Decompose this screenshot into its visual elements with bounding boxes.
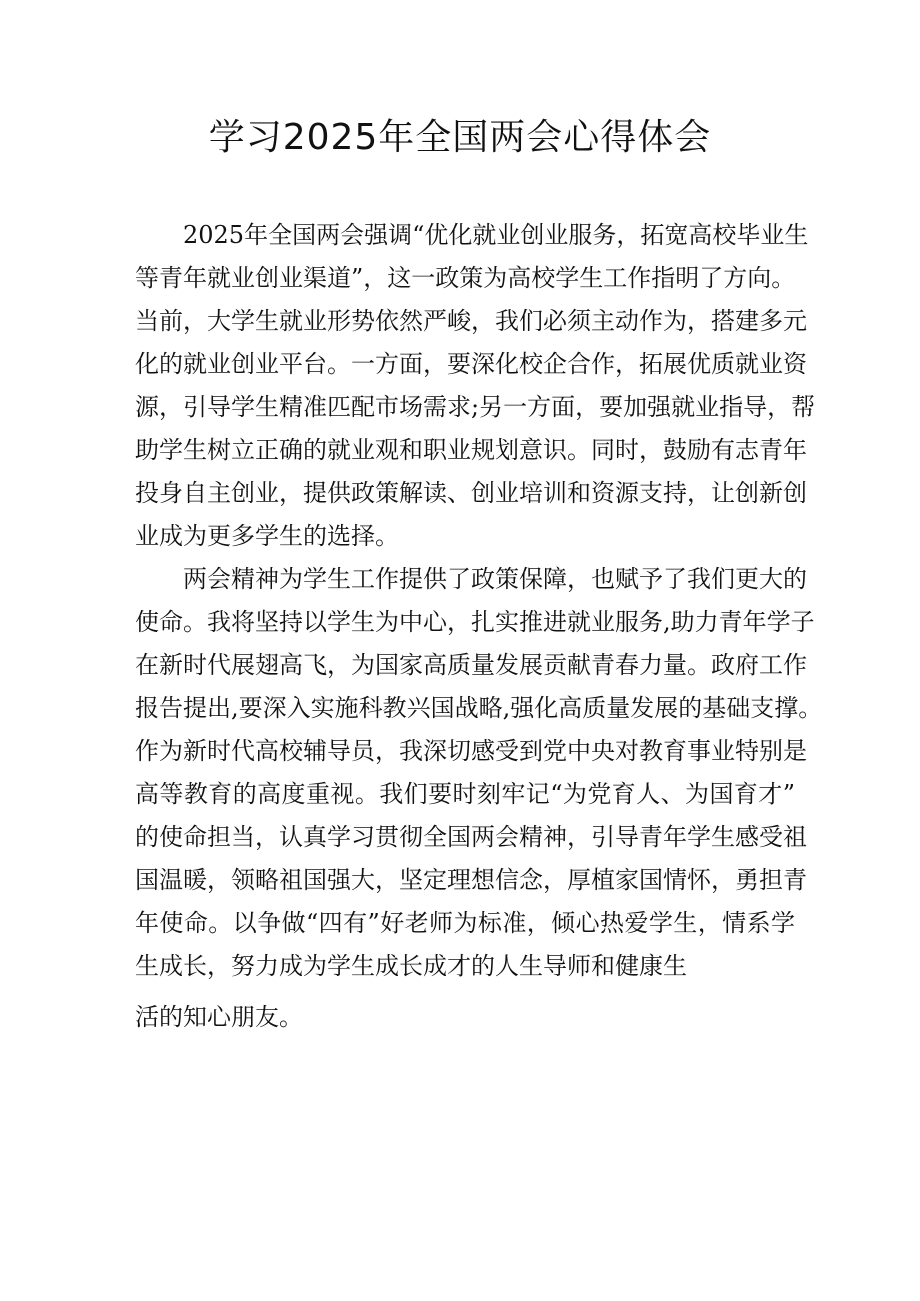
paragraph-2-line-7: 的使命担当，认真学习贯彻全国两会精神，引导青年学生感受祖 [135, 823, 807, 851]
paragraph-1-line-4: 化的就业创业平台。一方面，要深化校企合作，拓展优质就业资 [135, 350, 807, 378]
paragraph-1-line-6: 助学生树立正确的就业观和职业规划意识。同时，鼓励有志青年 [135, 436, 807, 464]
paragraph-1-line-2: 等青年就业创业渠道”，这一政策为高校学生工作指明了方向。 [135, 264, 796, 292]
paragraph-1-line-7: 投身自主创业，提供政策解读、创业培训和资源支持，让创新创 [135, 479, 807, 507]
paragraph-2-line-5: 作为新时代高校辅导员，我深切感受到党中央对教育事业特别是 [135, 737, 807, 765]
paragraph-2-line-4: 报告提出,要深入实施科教兴国战略,强化高质量发展的基础支撑。 [135, 694, 823, 722]
paragraph-2-line-10: 生成长，努力成为学生成长成才的人生导师和健康生 [135, 952, 687, 980]
paragraph-2-line-8: 国温暖，领略祖国强大，坚定理想信念，厚植家国情怀，勇担青 [135, 866, 807, 894]
paragraph-2-line-1: 两会精神为学生工作提供了政策保障，也赋予了我们更大的 [183, 565, 807, 593]
paragraph-2-line-2: 使命。我将坚持以学生为中心，扎实推进就业服务,助力青年学子 [135, 608, 815, 636]
paragraph-2-line-6: 高等教育的高度重视。我们要时刻牢记“为党育人、为国育才” [135, 780, 795, 808]
paragraph-1-line-8: 业成为更多学生的选择。 [135, 522, 399, 550]
paragraph-2-line-9: 年使命。以争做“四有”好老师为标准，倾心热爱学生，情系学 [135, 909, 795, 937]
paragraph-1-line-3: 当前，大学生就业形势依然严峻，我们必须主动作为，搭建多元 [135, 307, 807, 335]
paragraph-2-line-3: 在新时代展翅高飞，为国家高质量发展贡献青春力量。政府工作 [135, 651, 807, 679]
document-title: 学习2025年全国两会心得体会 [208, 117, 712, 158]
paragraph-2-line-11: 活的知心朋友。 [135, 1003, 303, 1031]
paragraph-1-line-1: 2025年全国两会强调“优化就业创业服务，拓宽高校毕业生 [183, 221, 809, 249]
paragraph-1-line-5: 源，引导学生精准匹配市场需求;另一方面，要加强就业指导，帮 [135, 393, 816, 421]
